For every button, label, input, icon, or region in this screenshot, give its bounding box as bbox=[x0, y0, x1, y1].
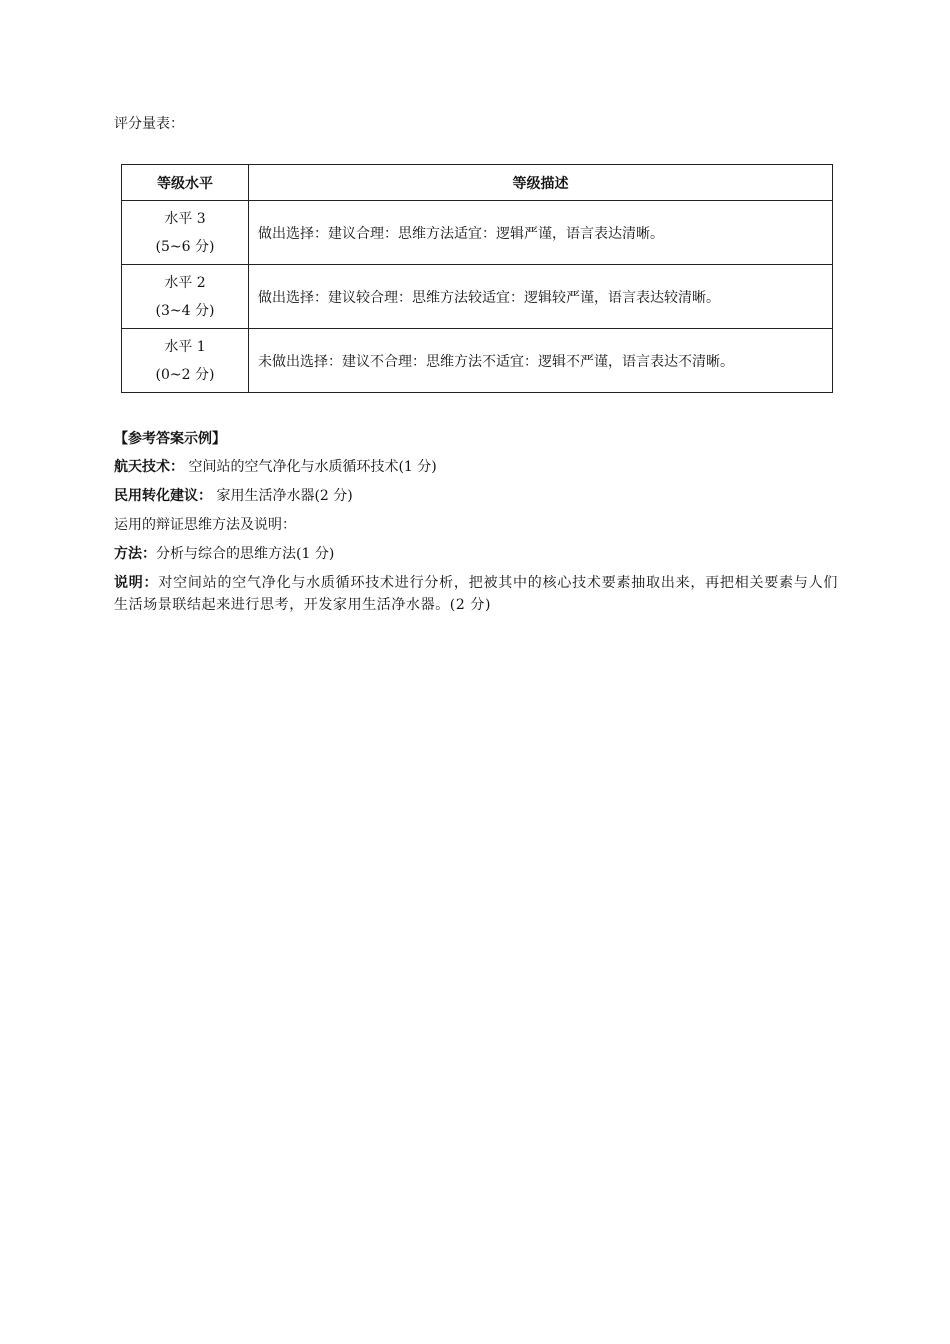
level-score: (0~2 分) bbox=[155, 366, 215, 383]
level-name: 水平 2 bbox=[164, 274, 206, 291]
description-cell: 做出选择：建议较合理：思维方法较适宜：逻辑较严谨，语言表达较清晰。 bbox=[249, 265, 833, 329]
explanation-value: 对空间站的空气净化与水质循环技术进行分析，把被其中的核心技术要素抽取出来，再把相关要素与人们生活场景联结起来进行思考，开发家用生活净水器。(2 分) bbox=[114, 575, 838, 613]
level-score: (3~4 分) bbox=[155, 302, 215, 319]
level-score: (5~6 分) bbox=[155, 238, 215, 255]
civil-label: 民用转化建议： bbox=[114, 488, 212, 504]
level-name: 水平 1 bbox=[164, 338, 206, 355]
aerospace-label: 航天技术： bbox=[114, 459, 184, 475]
scale-title: 评分量表： bbox=[114, 116, 184, 132]
table-row bbox=[122, 329, 833, 393]
civil-line bbox=[114, 485, 838, 514]
level-cell bbox=[122, 201, 249, 265]
explanation-label: 说明： bbox=[114, 575, 159, 591]
table-row bbox=[122, 201, 833, 265]
explanation-paragraph bbox=[114, 572, 838, 616]
description-cell: 做出选择：建议合理：思维方法适宜：逻辑严谨，语言表达清晰。 bbox=[249, 201, 833, 265]
level-cell bbox=[122, 329, 249, 393]
reference-heading: 【参考答案示例】 bbox=[114, 431, 226, 447]
method-line bbox=[114, 543, 838, 572]
method-intro: 运用的辩证思维方法及说明： bbox=[114, 517, 296, 533]
level-cell bbox=[122, 265, 249, 329]
level-name: 水平 3 bbox=[164, 210, 206, 227]
rubric-table bbox=[121, 164, 833, 393]
table-row bbox=[122, 265, 833, 329]
header-description: 等级描述 bbox=[249, 165, 833, 201]
method-label: 方法： bbox=[114, 546, 156, 562]
method-value: 分析与综合的思维方法(1 分) bbox=[156, 546, 335, 562]
civil-value: 家用生活净水器(2 分) bbox=[212, 488, 353, 504]
reference-answer-section bbox=[114, 428, 838, 616]
table-header-row bbox=[122, 165, 833, 201]
aerospace-value: 空间站的空气净化与水质循环技术(1 分) bbox=[184, 459, 437, 475]
aerospace-line bbox=[114, 456, 838, 485]
header-level: 等级水平 bbox=[122, 165, 249, 201]
description-cell: 未做出选择：建议不合理：思维方法不适宜：逻辑不严谨，语言表达不清晰。 bbox=[249, 329, 833, 393]
